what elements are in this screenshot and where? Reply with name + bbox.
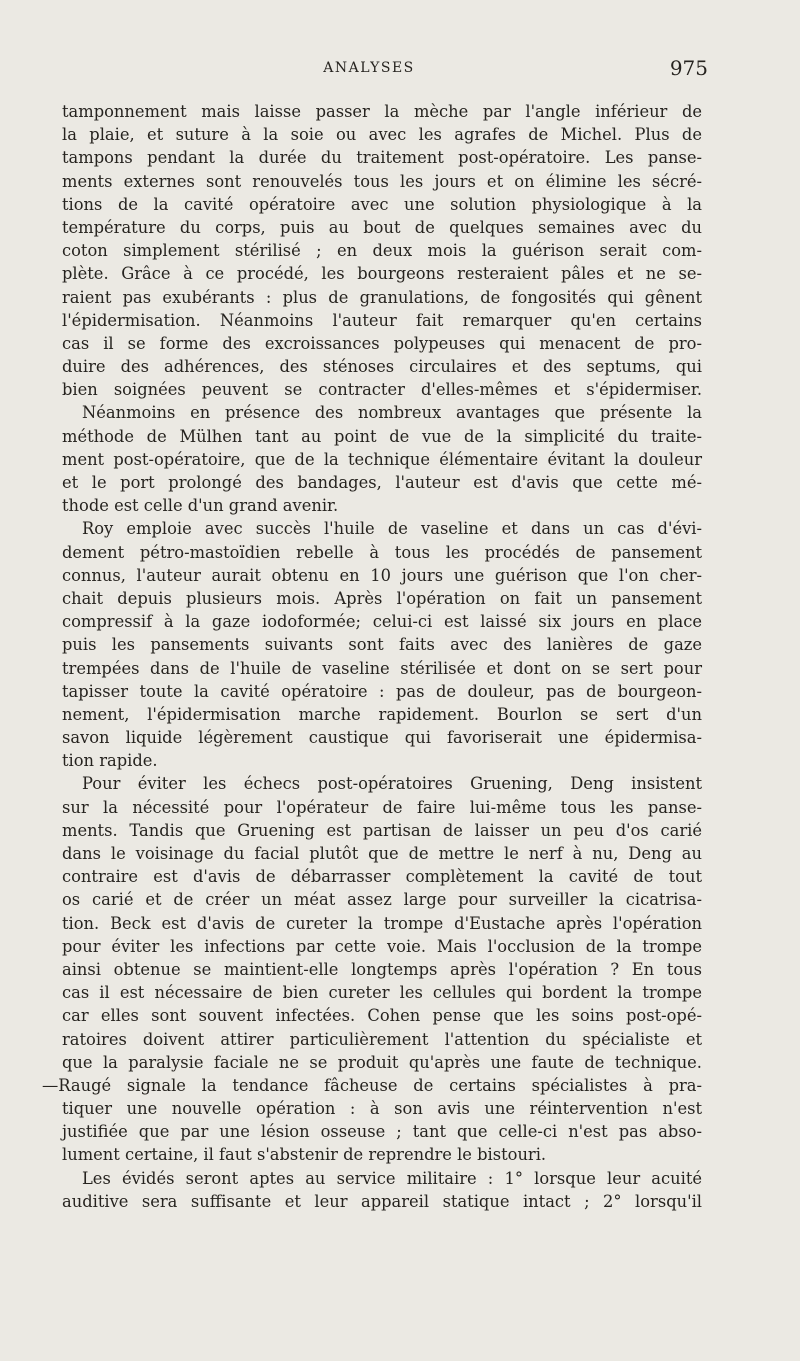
text-line: bien soignées peuvent se contracter d'elles-mêmes et s'épidermiser. xyxy=(62,380,702,400)
text-line: connus, l'auteur aurait obtenu en 10 jours une guérison que l'on cher- xyxy=(62,565,702,585)
text-line: auditive sera suffisante et leur appareil statique intact ; 2° lorsqu'il xyxy=(62,1191,702,1211)
paragraph-first-line: Néanmoins en présence des nombreux avantages que présente la xyxy=(82,403,702,423)
text-line: plète. Grâce à ce procédé, les bourgeons resteraient pâles et ne se- xyxy=(62,264,702,284)
text-line: chait depuis plusieurs mois. Après l'opération on fait un pansement xyxy=(62,588,702,608)
text-line: pour éviter les infections par cette voie. Mais l'occlusion de la trompe xyxy=(62,936,702,956)
text-line: cas il se forme des excroissances polypeuses qui menacent de pro- xyxy=(62,333,702,353)
text-line: —Raugé signale la tendance fâcheuse de certains spécialistes à pra- xyxy=(42,1075,702,1095)
paragraph-first-line: Pour éviter les échecs post-opératoires Gruening, Deng insistent xyxy=(82,774,702,794)
text-line: tions de la cavité opératoire avec une solution physiologique à la xyxy=(62,194,702,214)
running-title: ANALYSES xyxy=(323,60,415,76)
text-line: tiquer une nouvelle opération : à son avis une réintervention n'est xyxy=(62,1099,702,1119)
text-line: et le port prolongé des bandages, l'auteur est d'avis que cette mé- xyxy=(62,473,702,492)
body-text xyxy=(42,100,702,1213)
paragraph-last-line: lument certaine, il faut s'abstenir de reprendre le bistouri. xyxy=(62,1145,547,1165)
paragraph-last-line: thode est celle d'un grand avenir. xyxy=(62,496,339,516)
page-number: 975 xyxy=(669,56,708,80)
text-line: savon liquide légèrement caustique qui favoriserait une épidermisa- xyxy=(62,728,702,748)
text-line: nement, l'épidermisation marche rapidement. Bourlon se sert d'un xyxy=(62,704,702,724)
text-line: puis les pansements suivants sont faits avec des lanières de gaze xyxy=(62,635,702,655)
text-line: justifiée que par une lésion osseuse ; tant que celle-ci n'est pas abso- xyxy=(62,1122,702,1142)
text-line: ments. Tandis que Gruening est partisan de laisser un peu d'os carié xyxy=(62,820,702,840)
text-line: os carié et de créer un méat assez large pour surveiller la cicatrisa- xyxy=(62,890,702,910)
text-line: ments externes sont renouvelés tous les jours et on élimine les sécré- xyxy=(62,171,702,191)
text-line: méthode de Mülhen tant au point de vue de la simplicité du traite- xyxy=(62,426,702,446)
paragraph-first-line: Les évidés seront aptes au service militaire : 1° lorsque leur acuité xyxy=(82,1168,702,1188)
text-line: tampons pendant la durée du traitement post-opératoire. Les panse- xyxy=(62,148,702,168)
text-line: que la paralysie faciale ne se produit qu'après une faute de technique. xyxy=(62,1052,702,1072)
text-line: raient pas exubérants : plus de granulations, de fongosités qui gênent xyxy=(62,287,702,307)
text-line: tapisser toute la cavité opératoire : pas de douleur, pas de bourgeon- xyxy=(62,681,702,701)
text-line: ratoires doivent attirer particulièrement l'attention du spécialiste et xyxy=(62,1029,702,1049)
text-line: température du corps, puis au bout de quelques semaines avec du xyxy=(62,217,702,237)
text-line: ainsi obtenue se maintient-elle longtemps après l'opération ? En tous xyxy=(62,959,702,979)
text-line: sur la nécessité pour l'opérateur de faire lui-même tous les panse- xyxy=(62,797,702,817)
text-line: ment post-opératoire, que de la technique élémentaire évitant la douleur xyxy=(62,449,702,469)
text-line: tion. Beck est d'avis de cureter la trompe d'Eustache après l'opération xyxy=(62,913,702,933)
text-line: la plaie, et suture à la soie ou avec les agrafes de Michel. Plus de xyxy=(62,125,702,145)
text-line: duire des adhérences, des sténoses circulaires et des septums, qui xyxy=(62,357,702,377)
text-line: cas il est nécessaire de bien cureter les cellules qui bordent la trompe xyxy=(62,983,702,1003)
text-line: tamponnement mais laisse passer la mèche par l'angle inférieur de xyxy=(62,102,702,121)
text-line: dement pétro-mastoïdien rebelle à tous les procédés de pansement xyxy=(62,542,702,562)
paragraph-first-line: Roy emploie avec succès l'huile de vaseline et dans un cas d'évi- xyxy=(82,519,702,539)
text-line: coton simplement stérilisé ; en deux mois la guérison serait com- xyxy=(62,241,702,261)
text-line: car elles sont souvent infectées. Cohen pense que les soins post-opé- xyxy=(62,1006,702,1026)
text-line: dans le voisinage du facial plutôt que de mettre le nerf à nu, Deng au xyxy=(62,844,702,863)
text-line: l'épidermisation. Néanmoins l'auteur fait remarquer qu'en certains xyxy=(62,310,702,330)
paragraph-last-line: tion rapide. xyxy=(62,751,158,771)
page-header xyxy=(0,56,800,82)
text-line: trempées dans de l'huile de vaseline stérilisée et dont on se sert pour xyxy=(62,658,702,678)
text-line: contraire est d'avis de débarrasser complètement la cavité de tout xyxy=(62,867,702,887)
text-line: compressif à la gaze iodoformée; celui-ci est laissé six jours en place xyxy=(62,612,702,632)
